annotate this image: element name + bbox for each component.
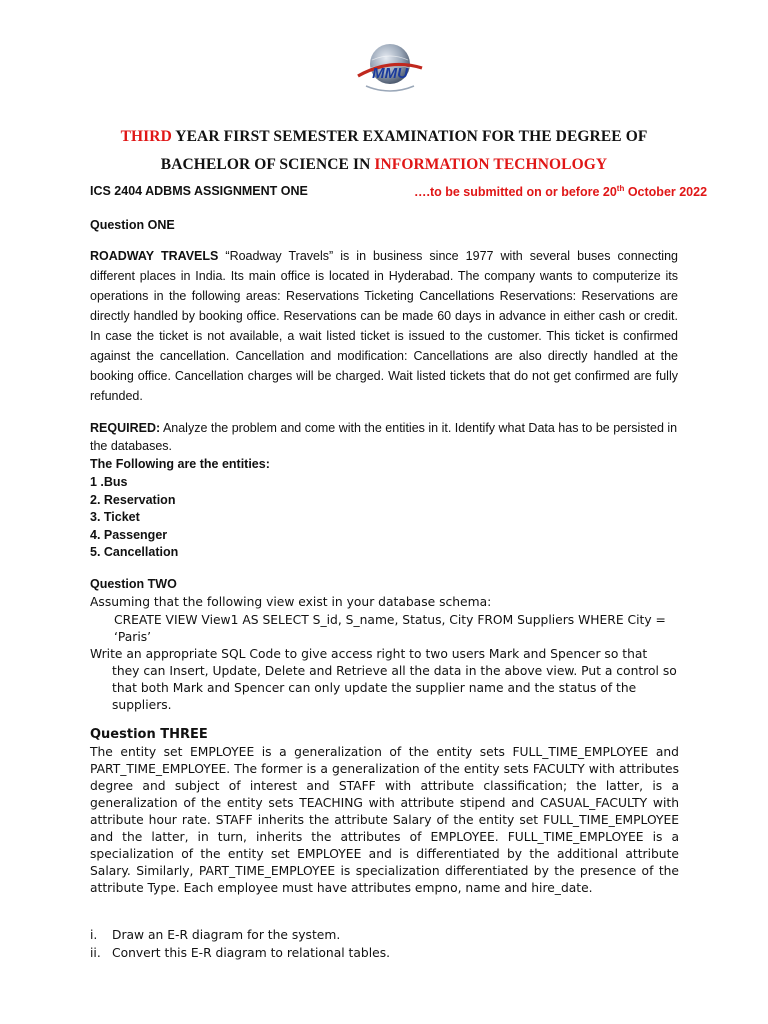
title-line-1-text: YEAR FIRST SEMESTER EXAMINATION FOR THE DEGREE OF xyxy=(171,128,648,145)
entities-list xyxy=(90,474,178,562)
course-code: ICS 2404 ADBMS ASSIGNMENT ONE xyxy=(90,184,308,198)
deadline-text: ….to be submitted on or before 20 xyxy=(414,185,617,200)
list-item: 5. Cancellation xyxy=(90,545,179,560)
question-two-task xyxy=(90,646,686,714)
list-item: 4. Passenger xyxy=(90,527,168,542)
title-program-red: INFORMATION TECHNOLOGY xyxy=(374,156,608,173)
deadline-suffix: th xyxy=(616,184,625,193)
list-item xyxy=(90,944,390,962)
submission-deadline xyxy=(414,184,707,199)
sql-view-code: CREATE VIEW View1 AS SELECT S_id, S_name, Status, City FROM Suppliers WHERE City = ‘Paris’ xyxy=(114,613,666,644)
question-one-body xyxy=(90,246,678,406)
deadline-month: October 2022 xyxy=(624,185,708,200)
question-two-task-first: Write an appropriate SQL Code to give access right to two users Mark and Spencer so that xyxy=(90,647,648,661)
required-statement xyxy=(90,420,678,455)
question-three-heading: Question THREE xyxy=(90,727,208,742)
task-number: ii. xyxy=(90,946,101,960)
title-line-2-text: BACHELOR OF SCIENCE IN xyxy=(160,156,375,173)
question-one-text: “Roadway Travels” is in business since 1977 with several buses connecting different places in India. Its main office is located in Hyderabad. The company wants to computerize its operations in the following areas: Reservations Ticketing Cancellations Reservations: Reservations are directly handled by booking office. Reservations can be made 60 days in advance in either cash or credit. In case the ticket is not available, a wait listed ticket is issued to the customer. This ticket is confirmed against the cancellation. Cancellation and modification: Cancellations are also directly handled at the booking office. Cancellation charges will be charged. Wait listed tickets that do not get confirmed are fully refunded. xyxy=(90,249,678,403)
list-item xyxy=(90,926,390,944)
list-item: 2. Reservation xyxy=(90,492,176,507)
exam-title-line-1 xyxy=(0,128,768,146)
question-three-body: The entity set EMPLOYEE is a generalization of the entity sets FULL_TIME_EMPLOYEE and PART_TIME_EMPLOYEE. The former is a generalization of the entity sets FACULTY with attributes degree and subject of interest and STAFF with attribute classification; the latter, is a generalization of the entity sets TEACHING with attribute stipend and CASUAL_FACULTY with attribute hour rate. STAFF inherits the attribute Salary of the entity set FULL_TIME_EMPLOYEE and the latter, in turn, inherits the attributes of EMPLOYEE. FULL_TIME_EMPLOYEE is a specialization of the entity set EMPLOYEE and is differentiated by the additional attribute Salary. Similarly, PART_TIME_EMPLOYEE is specialization differentiated by the presence of the attribute Type. Each employee must have attributes empno, name and hire_date. xyxy=(90,745,679,895)
globe-logo-icon xyxy=(356,38,424,98)
list-item: 1 .Bus xyxy=(90,475,128,489)
company-name: ROADWAY TRAVELS xyxy=(90,249,219,263)
title-year-red: THIRD xyxy=(120,128,172,145)
task-number: i. xyxy=(90,928,98,942)
required-label: REQUIRED: xyxy=(90,421,161,435)
university-logo xyxy=(356,38,424,98)
list-item: 3. Ticket xyxy=(90,510,140,525)
question-two-heading: Question TWO xyxy=(90,577,177,591)
question-three-tasks xyxy=(90,926,390,962)
required-text: Analyze the problem and come with the entities in it. Identify what Data has to be persisted in the databases. xyxy=(90,421,678,453)
exam-title-line-2 xyxy=(0,156,768,174)
entities-title: The Following are the entities: xyxy=(90,457,270,471)
task-text: Draw an E-R diagram for the system. xyxy=(112,928,341,942)
question-two-task-rest: they can Insert, Update, Delete and Retrieve all the data in the above view. Put a control so that both Mark and Spencer can only update the supplier name and the status of the suppliers. xyxy=(112,664,677,712)
task-text: Convert this E-R diagram to relational tables. xyxy=(112,946,391,960)
question-two-intro: Assuming that the following view exist in your database schema: xyxy=(90,595,492,609)
svg-text:MMU: MMU xyxy=(372,65,408,82)
question-one-heading: Question ONE xyxy=(90,218,175,232)
